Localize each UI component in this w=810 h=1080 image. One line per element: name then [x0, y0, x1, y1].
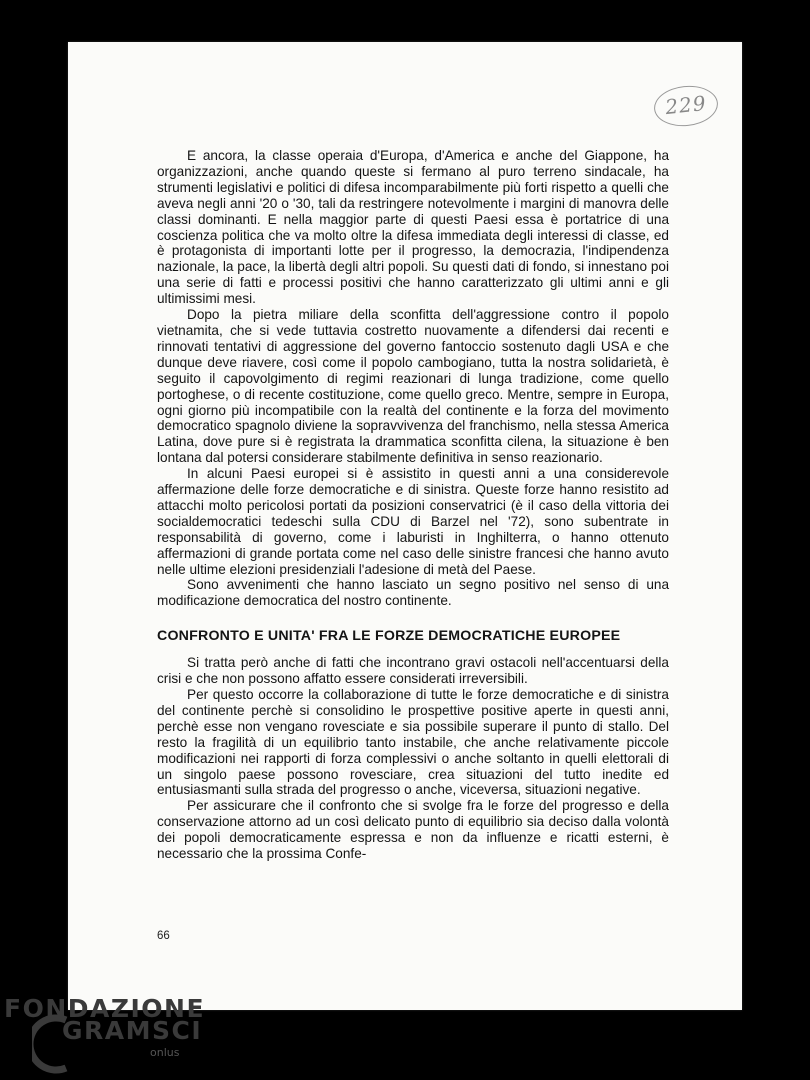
handwritten-page-annotation: 229	[652, 83, 720, 129]
logo-line-3: onlus	[150, 1046, 180, 1059]
page-number: 66	[157, 930, 170, 942]
logo-line-1: FONDAZIONE	[4, 994, 206, 1023]
logo-line-2: GRAMSCI	[62, 1016, 203, 1045]
paragraph: Sono avvenimenti che hanno lasciato un segno positivo nel senso di una modificazione democratica del nostro continente.	[157, 577, 669, 609]
body-text	[157, 148, 669, 862]
fondazione-gramsci-logo	[4, 994, 244, 1080]
paragraph: Per questo occorre la collaborazione di tutte le forze democratiche e di sinistra del continente perchè si consolidino le prospettive positive aperte in questi anni, perchè esse non vengano rovesciate e sia possibile superare il punto di stallo. Del resto la fragilità di un equilibrio tanto instabile, che anche relativamente piccole modificazioni nei rapporti di forza complessivi o anche soltanto in quelli elettorali di un singolo paese possono rovesciare, crea situazioni del tutto inedite ed entusiasmanti sulla strada del progresso o anche, viceversa, situazioni negative.	[157, 687, 669, 798]
paragraph: Si tratta però anche di fatti che incontrano gravi ostacoli nell'accentuarsi della crisi e che non possono affatto essere considerati irreversibili.	[157, 655, 669, 687]
paragraph: Per assicurare che il confronto che si svolge fra le forze del progresso e della conservazione attorno ad un così delicato punto di equilibrio sia deciso dalla volontà dei popoli democraticamente espressa e non da influenze e ricatti esterni, è necessario che la prossima Confe-	[157, 798, 669, 862]
paragraph: Dopo la pietra miliare della sconfitta dell'aggressione contro il popolo vietnamita, che si vede tuttavia costretto nuovamente a difendersi dai recenti e rinnovati tentativi di aggressione del governo fantoccio sostenuto dagli USA e che dunque deve riavere, così come il popolo cambogiano, tutta la nostra solidarietà, è seguito il capovolgimento di regimi reazionari di lunga tradizione, come quello portoghese, o di recente costituzione, come quello greco. Mentre, sempre in Europa, ogni giorno più incompatibile con la realtà del continente e la forza del movimento democratico spagnolo diviene la sopravvivenza del franchismo, nella stessa America Latina, dove pure si è registrata la drammatica sconfitta cilena, la situazione è ben lontana dal potersi considerare stabilmente definitiva in senso reazionario.	[157, 307, 669, 466]
section-heading: CONFRONTO E UNITA' FRA LE FORZE DEMOCRATICHE EUROPEE	[157, 628, 621, 645]
paragraph: E ancora, la classe operaia d'Europa, d'America e anche del Giappone, ha organizzazioni, anche quando queste si fermano al puro terreno sindacale, ha strumenti legislativi e politici di difesa incomparabilmente più forti rispetto a quelli che aveva negli anni '20 o '30, tali da restringere notevolmente i margini di manovra delle classi dominanti. E nella maggior parte di questi Paesi essa è portatrice di una coscienza politica che va molto oltre la difesa immediata degli interessi di classe, ed è protagonista di importanti lotte per il progresso, la democrazia, l'indipendenza nazionale, la pace, la libertà degli altri popoli. Su questi dati di fondo, si innestano poi una serie di fatti e processi positivi che hanno caratterizzato gli ultimi anni e gli ultimissimi mesi.	[157, 148, 669, 307]
paragraph: In alcuni Paesi europei si è assistito in questi anni a una considerevole affermazione delle forze democratiche e di sinistra. Queste forze hanno resistito ad attacchi molto pericolosi portati da posizioni conservatrici (è il caso della vittoria dei socialdemocratici tedeschi sulla CDU di Barzel nel '72), sono subentrate in responsabilità di governo, come i laburisti in Inghilterra, o hanno ottenuto affermazioni di grande portata come nel caso delle sinistre francesi che hanno avuto nelle ultime elezioni presidenziali l'adesione di metà del Paese.	[157, 466, 669, 577]
